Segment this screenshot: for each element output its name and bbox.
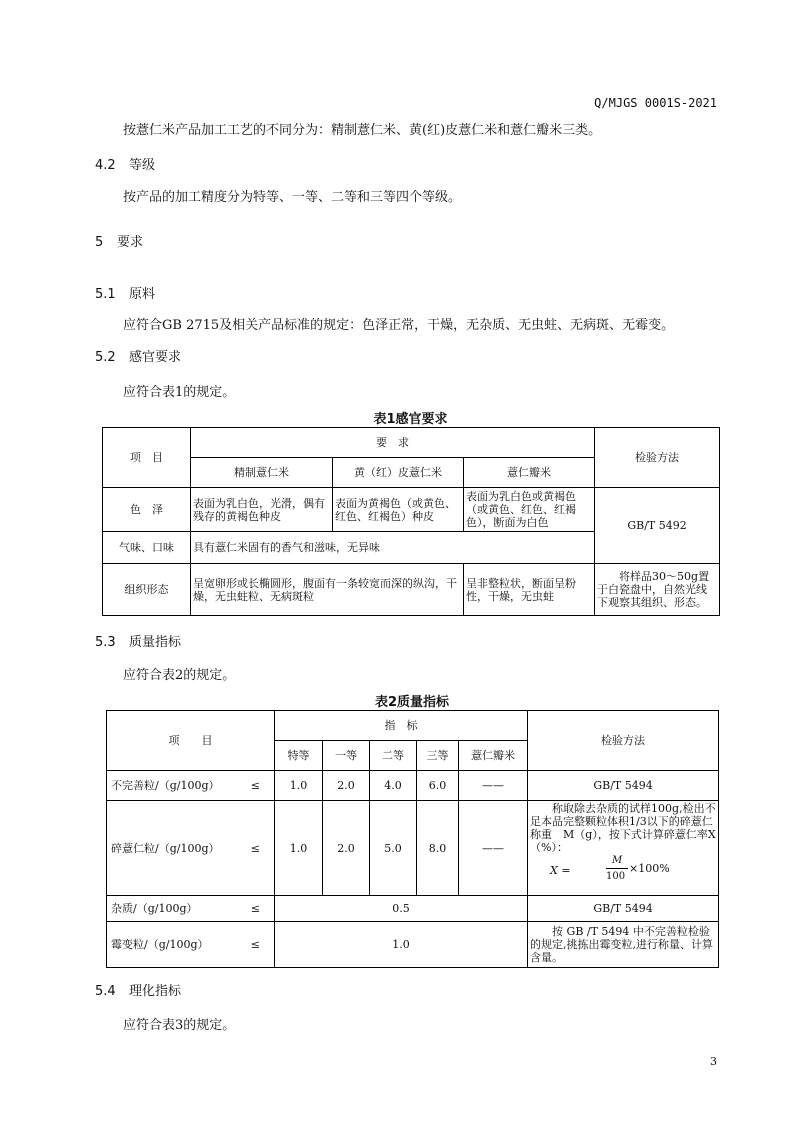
section-title: 感官要求 <box>129 350 182 365</box>
table2-cell: 1.0 <box>275 771 323 801</box>
section-heading-5-2 <box>95 349 181 367</box>
table2-row-mold-label <box>107 922 275 968</box>
table1-header-item: 项 目 <box>103 428 191 488</box>
section-heading-4-2 <box>95 157 155 175</box>
le-sign: ≤ <box>250 841 260 855</box>
table2-cell: 4.0 <box>370 771 417 801</box>
formula-tail: ×100% <box>629 862 670 875</box>
section-title: 等级 <box>129 158 156 173</box>
table2-row-impurity-label <box>107 896 275 922</box>
table1-row-odor-label: 气味、口味 <box>103 532 191 564</box>
table2-subheader-special: 特等 <box>275 741 323 771</box>
table1-cell: 呈非整粒状，断面呈粉性，干燥，无虫蛀 <box>464 564 595 616</box>
table2-method-mold: 按 GB /T 5494 中不完善粒检验的规定,挑拣出霉变粒,进行称量、计算含量。 <box>528 922 719 968</box>
le-sign: ≤ <box>250 779 260 792</box>
table2-method-gbt5494: GB/T 5494 <box>528 771 719 801</box>
fraction-bar <box>606 868 628 869</box>
section-title: 质量指标 <box>129 635 182 650</box>
intro-paragraph: 按薏仁米产品加工工艺的不同分为：精制薏仁米、黄(红)皮薏仁米和薏仁瓣米三类。 <box>123 123 602 138</box>
table1-row-color-label: 色 泽 <box>103 488 191 532</box>
section-number: 5.4 <box>95 984 116 999</box>
table2-cell: 6.0 <box>417 771 459 801</box>
table2-subheader-first: 一等 <box>323 741 370 771</box>
table1-method-gbt5492: GB/T 5492 <box>595 488 720 564</box>
section-number: 5.3 <box>95 635 116 650</box>
table1-caption: 表1感官要求 <box>373 412 448 427</box>
table1-subheader-yellow-red-skin: 黄（红）皮薏仁米 <box>333 458 464 488</box>
sensory-table <box>102 427 720 616</box>
table1-method-observe: 将样品30～50g置于白瓷盘中，自然光线下观察其组织、形态。 <box>595 564 720 616</box>
table1-cell: 表面为乳白色或黄褐色（或黄色、红色、红褐色），断面为白色 <box>464 488 595 532</box>
table2-header-item: 项 目 <box>107 711 275 771</box>
formula-numerator: M <box>612 855 623 866</box>
table1-cell: 呈宽卵形或长椭圆形，腹面有一条较宽而深的纵沟，干燥，无虫蛀粒、无病斑粒 <box>191 564 464 616</box>
method-text: 称取除去杂质的试样100g,检出不足本品完整颗粒体积1/3以下的碎薏仁称重 M（g），按下式计算碎薏仁率X（%）： <box>530 802 716 854</box>
row-label: 霉变粒/（g/100g） <box>111 938 209 951</box>
table1-caption-wrap <box>102 408 719 427</box>
table2-subheader-second: 二等 <box>370 741 417 771</box>
section-heading-5-1 <box>95 286 155 304</box>
table2-subheader-third: 三等 <box>417 741 459 771</box>
table1-header-method: 检验方法 <box>595 428 720 488</box>
table2-cell: 8.0 <box>417 801 459 896</box>
table2-cell: —— <box>459 801 528 896</box>
formula-denominator: 100 <box>606 871 626 882</box>
table2-method-broken <box>528 801 719 896</box>
table2-cell: 2.0 <box>323 801 370 896</box>
broken-rate-formula <box>530 855 716 885</box>
quality-table <box>106 710 719 968</box>
table2-header-index: 指 标 <box>275 711 528 741</box>
table2-cell: 1.0 <box>275 801 323 896</box>
table1-row-texture-label: 组织形态 <box>103 564 191 616</box>
table1-subheader-refined: 精制薏仁米 <box>191 458 333 488</box>
table2-caption-wrap <box>106 691 718 710</box>
table2-cell: —— <box>459 771 528 801</box>
page-number: 3 <box>710 1055 717 1068</box>
table2-cell: 5.0 <box>370 801 417 896</box>
table1-cell: 具有薏仁米固有的香气和滋味，无异味 <box>191 532 595 564</box>
section-number: 5.2 <box>95 350 116 365</box>
formula-lhs: X = <box>550 864 571 877</box>
table2-header-method: 检验方法 <box>528 711 719 771</box>
table2-subheader-split: 薏仁瓣米 <box>459 741 528 771</box>
table1-cell: 表面为乳白色，光滑，偶有残存的黄褐色种皮 <box>191 488 333 532</box>
table2-row-broken-label <box>107 801 275 896</box>
section-heading-5-3 <box>95 634 181 652</box>
physchem-paragraph: 应符合表3的规定。 <box>123 1018 236 1033</box>
section-title: 理化指标 <box>129 984 182 999</box>
section-heading-5 <box>95 234 143 252</box>
table1-subheader-split: 薏仁瓣米 <box>464 458 595 488</box>
table2-cell: 0.5 <box>275 896 528 922</box>
raw-material-paragraph: 应符合GB 2715及相关产品标准的规定：色泽正常，干燥，无杂质、无虫蛀、无病斑、无霉变。 <box>123 318 675 333</box>
section-number: 5.1 <box>95 287 116 302</box>
le-sign: ≤ <box>250 902 260 915</box>
row-label: 杂质/（g/100g） <box>111 902 198 915</box>
quality-paragraph: 应符合表2的规定。 <box>123 668 236 683</box>
table2-caption: 表2质量指标 <box>374 695 450 710</box>
table1-header-requirement: 要 求 <box>191 428 595 458</box>
document-id: Q/MJGS 0001S-2021 <box>594 96 717 110</box>
section-number: 4.2 <box>95 158 116 173</box>
section-number: 5 <box>95 235 104 250</box>
grade-paragraph: 按产品的加工精度分为特等、一等、二等和三等四个等级。 <box>123 190 462 205</box>
table2-cell: 1.0 <box>275 922 528 968</box>
section-title: 要求 <box>117 235 144 250</box>
row-label: 碎薏仁粒/（g/100g） <box>111 841 220 855</box>
table2-cell: 2.0 <box>323 771 370 801</box>
section-title: 原料 <box>129 287 156 302</box>
sensory-paragraph: 应符合表1的规定。 <box>123 385 236 400</box>
row-label: 不完善粒/（g/100g） <box>111 779 220 792</box>
table1-cell: 表面为黄褐色（或黄色、红色、红褐色）种皮 <box>333 488 464 532</box>
section-heading-5-4 <box>95 983 181 1001</box>
le-sign: ≤ <box>250 938 260 951</box>
table2-row-imperfect-label <box>107 771 275 801</box>
table2-method-gbt5494: GB/T 5494 <box>528 896 719 922</box>
